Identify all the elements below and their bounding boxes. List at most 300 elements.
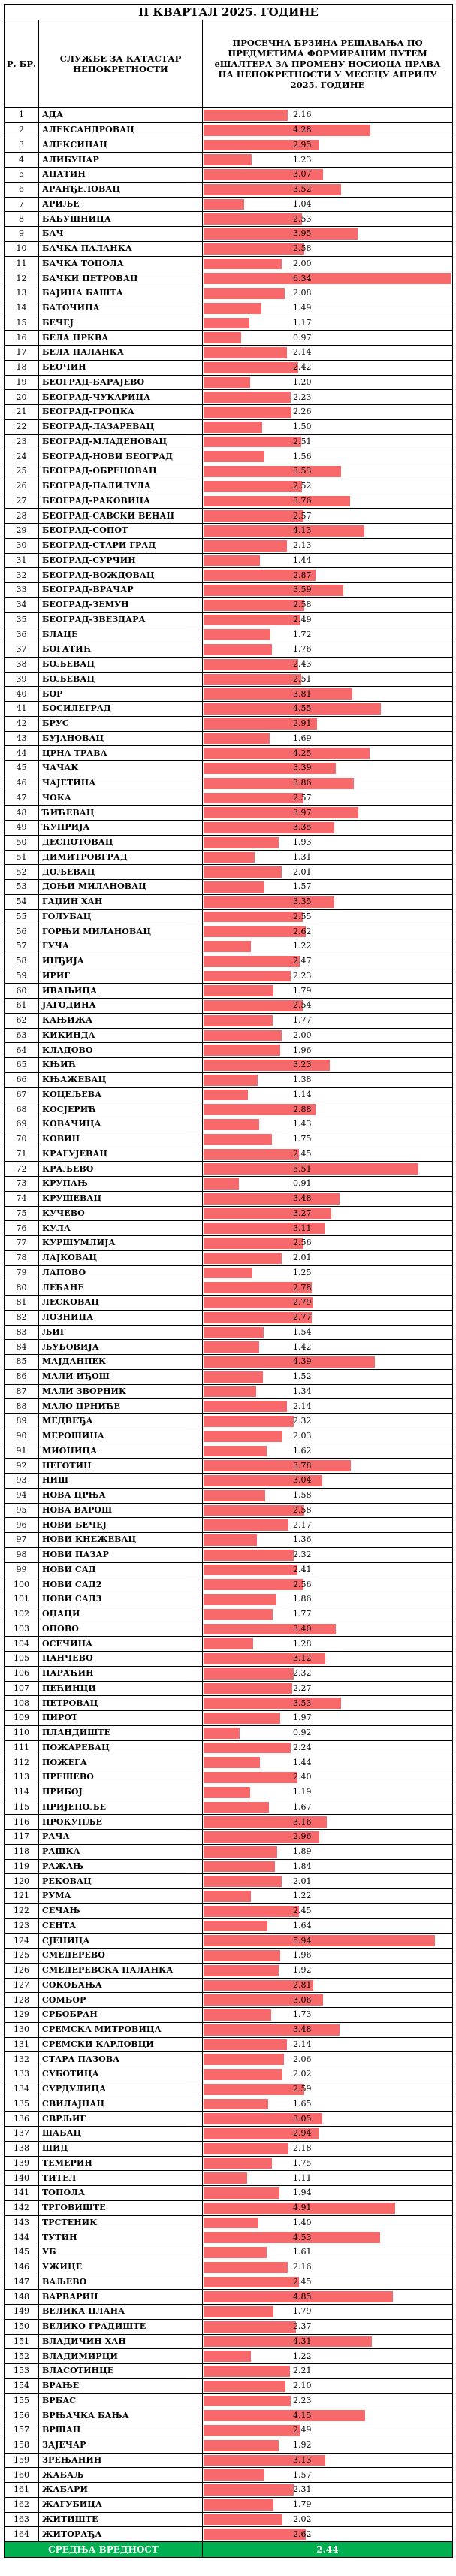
table-row bbox=[5, 1028, 453, 1043]
row-number: 160 bbox=[5, 2468, 39, 2483]
data-bar bbox=[204, 273, 451, 284]
office-name: УБ bbox=[39, 2245, 203, 2260]
table-row bbox=[5, 2052, 453, 2067]
table-row bbox=[5, 1934, 453, 1949]
row-number: 115 bbox=[5, 1800, 39, 1815]
speed-value: 1.22 bbox=[293, 1891, 312, 1901]
table-row bbox=[5, 1310, 453, 1325]
data-bar bbox=[204, 1119, 259, 1130]
table-row bbox=[5, 1637, 453, 1652]
office-name: НОВИ САД bbox=[39, 1562, 203, 1577]
row-number: 140 bbox=[5, 2171, 39, 2186]
speed-cell bbox=[203, 2364, 453, 2379]
table-row bbox=[5, 197, 453, 212]
speed-cell bbox=[203, 1488, 453, 1503]
office-name: СВРЉИГ bbox=[39, 2112, 203, 2127]
speed-value: 1.84 bbox=[293, 1861, 312, 1871]
data-bar bbox=[204, 615, 300, 626]
table-row bbox=[5, 1666, 453, 1681]
table-row bbox=[5, 1162, 453, 1177]
speed-value: 1.38 bbox=[293, 1075, 312, 1085]
data-bar bbox=[204, 1149, 299, 1160]
speed-value: 3.11 bbox=[293, 1223, 312, 1233]
row-number: 14 bbox=[5, 301, 39, 316]
speed-cell bbox=[203, 2468, 453, 2483]
speed-cell bbox=[203, 2305, 453, 2320]
table-row bbox=[5, 419, 453, 434]
office-name: РАЖАЊ bbox=[39, 1859, 203, 1874]
table-row bbox=[5, 568, 453, 583]
row-number: 101 bbox=[5, 1592, 39, 1607]
data-bar bbox=[204, 199, 244, 210]
row-number: 118 bbox=[5, 1844, 39, 1859]
row-number: 71 bbox=[5, 1147, 39, 1162]
data-bar bbox=[204, 1268, 252, 1279]
speed-value: 2.49 bbox=[293, 614, 312, 624]
office-name: ШИД bbox=[39, 2141, 203, 2156]
table-row bbox=[5, 746, 453, 761]
row-number: 95 bbox=[5, 1503, 39, 1518]
table-row bbox=[5, 1474, 453, 1489]
data-bar bbox=[204, 1921, 267, 1932]
speed-cell bbox=[203, 2230, 453, 2245]
row-number: 61 bbox=[5, 999, 39, 1014]
table-row bbox=[5, 1087, 453, 1102]
office-name: ЛЕСКОВАЦ bbox=[39, 1296, 203, 1311]
speed-cell bbox=[203, 821, 453, 836]
row-number: 154 bbox=[5, 2378, 39, 2393]
row-number: 78 bbox=[5, 1250, 39, 1265]
report-title: II КВАРТАЛ 2025. ГОДИНЕ bbox=[5, 5, 453, 20]
office-name: СОМБОР bbox=[39, 1993, 203, 2008]
speed-value: 4.15 bbox=[293, 2410, 312, 2420]
data-bar bbox=[204, 941, 251, 952]
data-bar bbox=[204, 2514, 282, 2526]
speed-cell bbox=[203, 494, 453, 509]
speed-value: 2.14 bbox=[293, 2039, 312, 2049]
speed-cell bbox=[203, 509, 453, 524]
data-bar bbox=[204, 154, 252, 165]
row-number: 37 bbox=[5, 642, 39, 658]
row-number: 130 bbox=[5, 2022, 39, 2037]
data-bar bbox=[204, 778, 354, 789]
speed-cell bbox=[203, 1444, 453, 1459]
office-name: БЕОГРАД-БАРАЈЕВО bbox=[39, 375, 203, 390]
speed-value: 2.00 bbox=[293, 1029, 312, 1040]
row-number: 93 bbox=[5, 1474, 39, 1489]
table-row bbox=[5, 360, 453, 375]
speed-value: 1.79 bbox=[293, 2306, 312, 2317]
speed-value: 1.65 bbox=[293, 2098, 312, 2109]
speed-value: 1.22 bbox=[293, 941, 312, 951]
office-name: НОВА ВАРОШ bbox=[39, 1503, 203, 1518]
row-number: 128 bbox=[5, 1993, 39, 2008]
office-name: ТРГОВИШТЕ bbox=[39, 2200, 203, 2215]
table-row bbox=[5, 1191, 453, 1206]
office-name: СВИЛАЈНАЦ bbox=[39, 2097, 203, 2112]
speed-cell bbox=[203, 2215, 453, 2230]
row-number: 18 bbox=[5, 360, 39, 375]
office-name: БАЧ bbox=[39, 227, 203, 242]
speed-value: 2.16 bbox=[293, 2262, 312, 2272]
office-name: СУБОТИЦА bbox=[39, 2067, 203, 2082]
speed-value: 2.10 bbox=[293, 2381, 312, 2391]
data-bar bbox=[204, 2499, 273, 2511]
speed-value: 3.97 bbox=[293, 807, 312, 818]
speed-value: 3.78 bbox=[293, 1460, 312, 1471]
office-name: ЉУБОВИЈА bbox=[39, 1340, 203, 1355]
table-row bbox=[5, 2067, 453, 2082]
office-name: ВЛАСОТИНЦЕ bbox=[39, 2364, 203, 2379]
data-bar bbox=[204, 644, 272, 655]
table-row bbox=[5, 2112, 453, 2127]
data-bar bbox=[204, 1757, 260, 1768]
average-value: 2.44 bbox=[203, 2542, 453, 2558]
office-name: БЕОЧИН bbox=[39, 360, 203, 375]
table-row bbox=[5, 716, 453, 731]
speed-value: 4.53 bbox=[293, 2232, 312, 2242]
data-bar bbox=[204, 1906, 299, 1917]
table-row bbox=[5, 2097, 453, 2112]
row-number: 143 bbox=[5, 2215, 39, 2230]
data-bar bbox=[204, 748, 370, 759]
speed-value: 2.32 bbox=[293, 1550, 312, 1560]
speed-cell bbox=[203, 346, 453, 361]
speed-cell bbox=[203, 464, 453, 479]
office-name: БЕОГРАД-СОПОТ bbox=[39, 524, 203, 539]
speed-cell bbox=[203, 1547, 453, 1562]
row-number: 58 bbox=[5, 954, 39, 969]
row-number: 66 bbox=[5, 1072, 39, 1087]
row-number: 55 bbox=[5, 909, 39, 924]
row-number: 60 bbox=[5, 984, 39, 999]
office-name: НИШ bbox=[39, 1474, 203, 1489]
data-bar bbox=[204, 2381, 285, 2392]
data-bar bbox=[204, 688, 352, 700]
office-name: АПАТИН bbox=[39, 168, 203, 183]
data-bar bbox=[204, 837, 279, 848]
office-name: ТРСТЕНИК bbox=[39, 2215, 203, 2230]
data-bar bbox=[204, 2425, 300, 2436]
table-row bbox=[5, 2334, 453, 2349]
speed-cell bbox=[203, 2393, 453, 2408]
row-number: 151 bbox=[5, 2334, 39, 2349]
data-bar bbox=[204, 1371, 263, 1383]
office-name: НЕГОТИН bbox=[39, 1459, 203, 1474]
data-bar bbox=[204, 1950, 280, 1961]
table-row bbox=[5, 2171, 453, 2186]
table-row bbox=[5, 702, 453, 717]
speed-cell bbox=[203, 2067, 453, 2082]
row-number: 125 bbox=[5, 1949, 39, 1964]
speed-value: 2.43 bbox=[293, 659, 312, 670]
row-number: 68 bbox=[5, 1102, 39, 1117]
speed-value: 2.17 bbox=[293, 1519, 312, 1530]
table-row bbox=[5, 1414, 453, 1429]
speed-cell bbox=[203, 168, 453, 183]
table-row bbox=[5, 1844, 453, 1859]
table-row bbox=[5, 627, 453, 642]
table-row bbox=[5, 2319, 453, 2334]
speed-value: 1.43 bbox=[293, 1119, 312, 1129]
row-number: 149 bbox=[5, 2305, 39, 2320]
speed-cell bbox=[203, 1340, 453, 1355]
data-bar bbox=[204, 1045, 280, 1056]
office-name: ВАРВАРИН bbox=[39, 2290, 203, 2305]
row-number: 164 bbox=[5, 2527, 39, 2542]
table-row bbox=[5, 642, 453, 658]
table-row bbox=[5, 1830, 453, 1845]
speed-value: 2.01 bbox=[293, 1253, 312, 1263]
table-row bbox=[5, 1978, 453, 1993]
speed-cell bbox=[203, 2319, 453, 2334]
table-row bbox=[5, 138, 453, 153]
office-name: ВРБАС bbox=[39, 2393, 203, 2408]
speed-cell bbox=[203, 2408, 453, 2423]
table-row bbox=[5, 2230, 453, 2245]
row-number: 2 bbox=[5, 122, 39, 138]
data-bar bbox=[204, 451, 264, 462]
speed-cell bbox=[203, 924, 453, 939]
office-name: БАЧКА ПАЛАНКА bbox=[39, 241, 203, 256]
speed-value: 3.76 bbox=[293, 495, 312, 506]
row-number: 25 bbox=[5, 464, 39, 479]
office-name: ГОРЊИ МИЛАНОВАЦ bbox=[39, 924, 203, 939]
data-bar bbox=[204, 2187, 279, 2199]
office-name: ВРШАЦ bbox=[39, 2423, 203, 2438]
office-name: ПРИЈЕПОЉЕ bbox=[39, 1800, 203, 1815]
data-bar bbox=[204, 2306, 273, 2317]
speed-cell bbox=[203, 1652, 453, 1667]
table-row bbox=[5, 2156, 453, 2171]
table-row bbox=[5, 1770, 453, 1785]
speed-value: 0.91 bbox=[293, 1178, 312, 1189]
office-name: ДЕСПОТОВАЦ bbox=[39, 835, 203, 850]
table-row bbox=[5, 271, 453, 286]
speed-cell bbox=[203, 731, 453, 746]
data-bar bbox=[204, 1743, 291, 1754]
speed-cell bbox=[203, 301, 453, 316]
table-row bbox=[5, 1711, 453, 1726]
office-name: ТОПОЛА bbox=[39, 2186, 203, 2201]
row-number: 96 bbox=[5, 1518, 39, 1533]
data-bar bbox=[204, 896, 334, 908]
speed-cell bbox=[203, 1459, 453, 1474]
office-name: ЦРНА ТРАВА bbox=[39, 746, 203, 761]
table-row bbox=[5, 538, 453, 553]
speed-cell bbox=[203, 1310, 453, 1325]
office-name: БЕОГРАД-ЗЕМУН bbox=[39, 597, 203, 612]
office-name: ПРОКУПЉЕ bbox=[39, 1815, 203, 1830]
table-row bbox=[5, 1874, 453, 1889]
office-name: ТИТЕЛ bbox=[39, 2171, 203, 2186]
data-bar bbox=[204, 1505, 304, 1516]
office-name: ВАЉЕВО bbox=[39, 2275, 203, 2290]
office-name: ОПОВО bbox=[39, 1622, 203, 1637]
speed-cell bbox=[203, 286, 453, 301]
row-number: 109 bbox=[5, 1711, 39, 1726]
office-name: ПЕТРОВАЦ bbox=[39, 1696, 203, 1711]
office-name: ЖАБАЉ bbox=[39, 2468, 203, 2483]
speed-cell bbox=[203, 1800, 453, 1815]
office-name: РЕКОВАЦ bbox=[39, 1874, 203, 1889]
row-number: 145 bbox=[5, 2245, 39, 2260]
office-name: ИНЂИЈА bbox=[39, 954, 203, 969]
row-number: 31 bbox=[5, 553, 39, 568]
row-number: 7 bbox=[5, 197, 39, 212]
office-name: КРАГУЈЕВАЦ bbox=[39, 1147, 203, 1162]
office-name: ЗРЕЊАНИН bbox=[39, 2453, 203, 2468]
table-row bbox=[5, 909, 453, 924]
table-row bbox=[5, 2408, 453, 2423]
data-bar bbox=[204, 2218, 258, 2229]
speed-cell bbox=[203, 212, 453, 227]
row-number: 76 bbox=[5, 1221, 39, 1236]
office-name: КРАЉЕВО bbox=[39, 1162, 203, 1177]
office-name: ГОЛУБАЦ bbox=[39, 909, 203, 924]
office-name: ЧАЧАК bbox=[39, 761, 203, 776]
office-name: ЈАГОДИНА bbox=[39, 999, 203, 1014]
table-row bbox=[5, 1488, 453, 1503]
table-row bbox=[5, 1652, 453, 1667]
speed-cell bbox=[203, 2378, 453, 2393]
row-number: 41 bbox=[5, 702, 39, 717]
office-name: ЖИТИШТЕ bbox=[39, 2512, 203, 2527]
office-name: МАЈДАНПЕК bbox=[39, 1355, 203, 1370]
speed-cell bbox=[203, 1622, 453, 1637]
data-bar bbox=[204, 2366, 290, 2377]
data-bar bbox=[204, 392, 291, 403]
speed-cell bbox=[203, 746, 453, 761]
speed-value: 3.53 bbox=[293, 1698, 312, 1708]
speed-value: 2.27 bbox=[293, 1683, 312, 1693]
data-bar bbox=[204, 807, 358, 818]
row-number: 87 bbox=[5, 1384, 39, 1399]
table-row bbox=[5, 2008, 453, 2023]
speed-value: 2.45 bbox=[293, 2276, 312, 2287]
speed-cell bbox=[203, 182, 453, 197]
row-number: 120 bbox=[5, 1874, 39, 1889]
speed-value: 1.57 bbox=[293, 881, 312, 892]
office-name: КУЛА bbox=[39, 1221, 203, 1236]
table-row bbox=[5, 2453, 453, 2468]
data-bar bbox=[204, 1401, 287, 1412]
row-number: 28 bbox=[5, 509, 39, 524]
office-name: НОВИ КНЕЖЕВАЦ bbox=[39, 1533, 203, 1548]
data-bar bbox=[204, 2039, 287, 2051]
row-number: 110 bbox=[5, 1725, 39, 1740]
office-name: БЕОГРАД-СУРЧИН bbox=[39, 553, 203, 568]
speed-value: 1.56 bbox=[293, 451, 312, 461]
office-name: ЛОЗНИЦА bbox=[39, 1310, 203, 1325]
table-row bbox=[5, 1117, 453, 1132]
row-number: 92 bbox=[5, 1459, 39, 1474]
table-row bbox=[5, 227, 453, 242]
office-name: БЕОГРАД-ПАЛИЛУЛА bbox=[39, 479, 203, 494]
speed-value: 2.79 bbox=[293, 1297, 312, 1308]
speed-cell bbox=[203, 894, 453, 909]
speed-value: 1.17 bbox=[293, 317, 312, 328]
speed-cell bbox=[203, 1102, 453, 1117]
table-row bbox=[5, 153, 453, 168]
office-name: БЕОГРАД-ЛАЗАРЕВАЦ bbox=[39, 419, 203, 434]
speed-value: 4.55 bbox=[293, 703, 312, 714]
row-number: 99 bbox=[5, 1562, 39, 1577]
table-row bbox=[5, 2275, 453, 2290]
row-number: 117 bbox=[5, 1830, 39, 1845]
speed-value: 2.40 bbox=[293, 1772, 312, 1782]
row-number: 36 bbox=[5, 627, 39, 642]
speed-value: 3.39 bbox=[293, 763, 312, 773]
data-bar bbox=[204, 2321, 296, 2333]
office-name: ИРИГ bbox=[39, 969, 203, 984]
speed-value: 2.23 bbox=[293, 970, 312, 981]
data-bar bbox=[204, 1490, 265, 1501]
table-row bbox=[5, 122, 453, 138]
speed-cell bbox=[203, 2334, 453, 2349]
table-row bbox=[5, 509, 453, 524]
speed-value: 1.54 bbox=[293, 1326, 312, 1337]
office-name: МИОНИЦА bbox=[39, 1444, 203, 1459]
table-row bbox=[5, 1250, 453, 1265]
office-name: ПЛАНДИШТЕ bbox=[39, 1725, 203, 1740]
office-name: БУЈАНОВАЦ bbox=[39, 731, 203, 746]
speed-value: 2.31 bbox=[293, 2484, 312, 2495]
data-bar bbox=[204, 2024, 340, 2036]
office-name: СЕНТА bbox=[39, 1918, 203, 1934]
speed-value: 1.04 bbox=[293, 198, 312, 209]
row-number: 43 bbox=[5, 731, 39, 746]
office-name: КАЊИЖА bbox=[39, 1013, 203, 1028]
speed-value: 0.97 bbox=[293, 332, 312, 343]
data-bar bbox=[204, 1728, 240, 1739]
data-bar bbox=[204, 481, 302, 492]
table-row bbox=[5, 1236, 453, 1251]
row-number: 22 bbox=[5, 419, 39, 434]
row-number: 144 bbox=[5, 2230, 39, 2245]
office-name: ПОЖАРЕВАЦ bbox=[39, 1740, 203, 1755]
speed-value: 2.03 bbox=[293, 1431, 312, 1441]
table-row bbox=[5, 1058, 453, 1073]
row-number: 147 bbox=[5, 2275, 39, 2290]
speed-cell bbox=[203, 434, 453, 449]
speed-cell bbox=[203, 108, 453, 123]
speed-value: 1.77 bbox=[293, 1609, 312, 1619]
data-bar bbox=[204, 2469, 264, 2481]
speed-cell bbox=[203, 1859, 453, 1874]
office-name: КУЧЕВО bbox=[39, 1206, 203, 1221]
speed-value: 1.14 bbox=[293, 1089, 312, 1099]
speed-cell bbox=[203, 1325, 453, 1340]
office-name: ЖАГУБИЦА bbox=[39, 2497, 203, 2512]
data-bar bbox=[204, 881, 264, 893]
data-bar bbox=[204, 2262, 288, 2273]
data-bar bbox=[204, 674, 301, 685]
speed-value: 2.14 bbox=[293, 1401, 312, 1411]
data-bar bbox=[204, 422, 262, 433]
data-bar bbox=[204, 303, 261, 314]
table-row bbox=[5, 1889, 453, 1904]
table-row bbox=[5, 1043, 453, 1058]
office-name: ЛАЈКОВАЦ bbox=[39, 1250, 203, 1265]
office-name: ВРАЊЕ bbox=[39, 2378, 203, 2393]
office-name: ТЕМЕРИН bbox=[39, 2156, 203, 2171]
speed-cell bbox=[203, 331, 453, 346]
table-row bbox=[5, 108, 453, 123]
row-number: 126 bbox=[5, 1963, 39, 1978]
speed-value: 3.04 bbox=[293, 1475, 312, 1486]
office-name: АЛЕКСИНАЦ bbox=[39, 138, 203, 153]
